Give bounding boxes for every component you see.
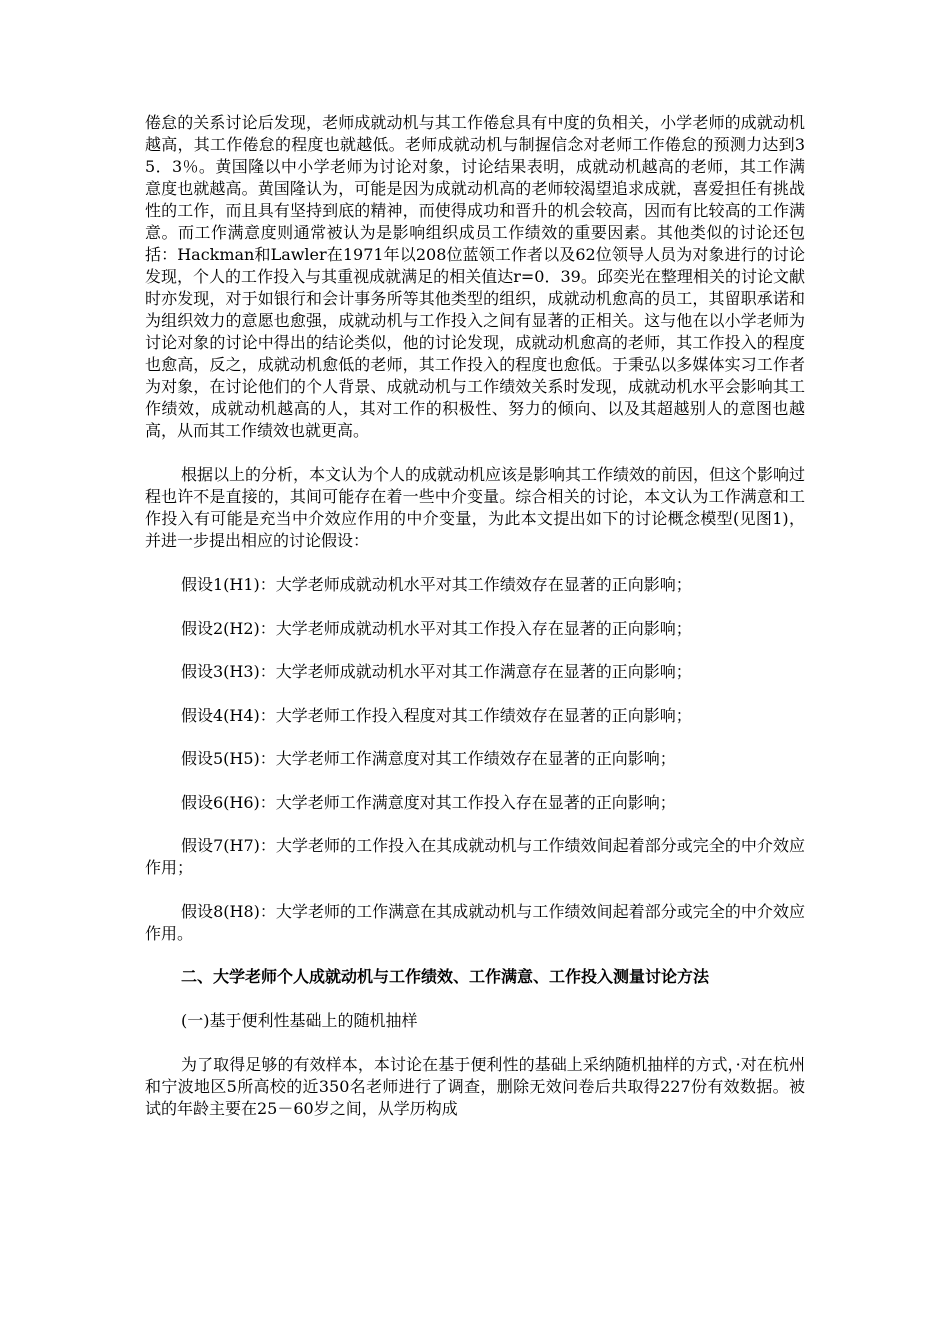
document-page — [145, 112, 805, 1142]
hypothesis-h2: 假设2(H2)：大学老师成就动机水平对其工作投入存在显著的正向影响； — [181, 618, 692, 638]
hypothesis-h1: 假设1(H1)：大学老师成就动机水平对其工作绩效存在显著的正向影响； — [181, 575, 692, 594]
hypothesis-h7: 假设7(H7)：大学老师的工作投入在其成就动机与工作绩效间起着部分或完全的中介效应作用； — [145, 836, 805, 877]
body-paragraph-2: 根据以上的分析，本文认为个人的成就动机应该是影响其工作绩效的前因，但这个影响过程也许不是直接的，其间可能存在着一些中介变量。综合相关的讨论，本文认为工作满意和工作投入有可能是充当中介效应作用的中介变量，为此本文提出如下的讨论概念模型(见图1)，并进一步提出相应的讨论假设： — [145, 465, 806, 550]
hypothesis-h8: 假设8(H8)：大学老师的工作满意在其成就动机与工作绩效间起着部分或完全的中介效应作用。 — [145, 901, 805, 943]
hypothesis-h3: 假设3(H3)：大学老师成就动机水平对其工作满意存在显著的正向影响； — [181, 662, 692, 681]
subsection-heading: (一)基于便利性基础上的随机抽样 — [181, 1011, 418, 1030]
section-heading: 二、大学老师个人成就动机与工作绩效、工作满意、工作投入测量讨论方法 — [181, 967, 710, 986]
hypothesis-h6: 假设6(H6)：大学老师工作满意度对其工作投入存在显著的正向影响； — [181, 792, 676, 812]
hypothesis-h4: 假设4(H4)：大学老师工作投入程度对其工作绩效存在显著的正向影响； — [181, 705, 692, 725]
body-paragraph-1: 倦怠的关系讨论后发现，老师成就动机与其工作倦怠具有中度的负相关，小学老师的成就动机越高，其工作倦怠的程度也就越低。老师成就动机与制握信念对老师工作倦怠的预测力达到35．3％。黄国隆以中小学老师为讨论对象，讨论结果表明，成就动机越高的老师，其工作满意度也就越高。黄国隆认为，可能是因为成就动机高的老师较渴望追求成就，喜爱担任有挑战性的工作，而且具有坚持到底的精神，而使得成功和晋升的机会较高，因而有比较高的工作满意。而工作满意度则通常被认为是影响组织成员工作绩效的重要因素。其他类似的讨论还包括：Hackman和Lawler在1971年以208位蓝领工作者以及62位领导人员为对象进行的讨论发现，个人的工作投入与其重视成就满足的相关值达r=0．39。邱奕光在整理相关的讨论文献时亦发现，对于如银行和会计事务所等其他类型的组织，成就动机愈高的员工，其留职承诺和为组织效力的意愿也愈强，成就动机与工作投入之间有显著的正相关。这与他在以小学老师为讨论对象的讨论中得出的结论类似，他的讨论发现，成就动机愈高的老师，其工作投入的程度也愈高，反之，成就动机愈低的老师，其工作投入的程度也愈低。于秉弘以多媒体实习工作者为对象，在讨论他们的个人背景、成就动机与工作绩效关系时发现，成就动机水平会影响其工作绩效，成就动机越高的人，其对工作的积极性、努力的倾向、以及其超越别人的意图也越高，从而其工作绩效也就更高。 — [145, 113, 805, 440]
body-paragraph-3: 为了取得足够的有效样本，本讨论在基于便利性的基础上采纳随机抽样的方式，·对在杭州和宁波地区5所高校的近350名老师进行了调查，删除无效问卷后共取得227份有效数据。被试的年龄主要在25－60岁之间，从学历构成 — [145, 1055, 805, 1118]
hypothesis-h5: 假设5(H5)：大学老师工作满意度对其工作绩效存在显著的正向影响； — [181, 749, 676, 768]
